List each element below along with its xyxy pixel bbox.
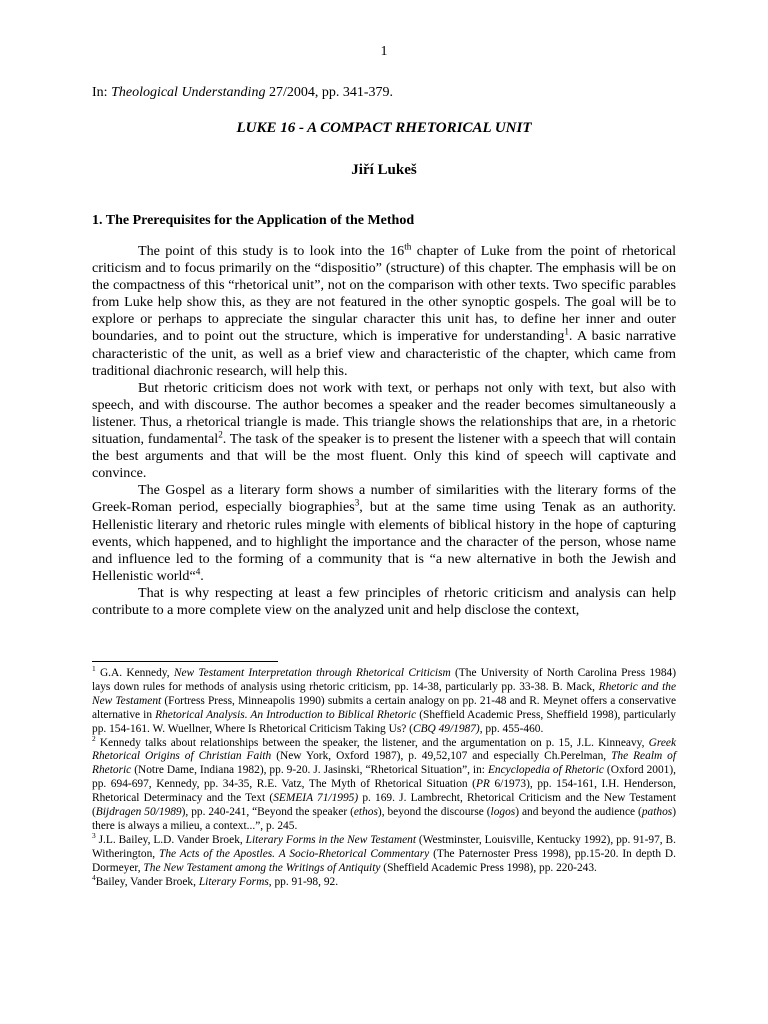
text-run: , but at the same time using Tenak as an authority. Hellenistic literary and rhetoric rules mingle with elements of biblical history in the hope of capturing events, which happened, and to highlight the importance and the character of the person, whose name and influence led to the forming of a community that is “a new alternative in both the Jewish and Hellenistic world“ (92, 499, 676, 584)
text-run: G.A. Kennedy, (95, 667, 174, 679)
text-run: chapter of Luke from the point of rhetorical criticism and to focus primarily on the “dispositio” (structure) of this chapter. The emphasis will be on the compactness of this “rhetorical unit”, not on the comparison with other texts. Two specific parables from Luke help show this, as they are not featured in the other synoptic gospels. The goal will be to explore or perhaps to appreciate the singular character this unit has, to define her inner and outer boundaries, and to point out the structure, which is imperative for understanding (92, 243, 676, 345)
text-run: 6/1973), pp. 154-161, I.H. Henderson, Rhetorical Determinacy and the Text ( (92, 778, 676, 805)
italic-title: Bijdragen 50/1989 (95, 806, 182, 819)
italic-title: Rhetorical Analysis. An Introduction to Biblical Rhetoric (155, 708, 417, 721)
italic-title: The Realm of Rhetoric (92, 750, 677, 777)
text-run: (Fortress Press, Minneapolis 1990) submits a certain analogy on pp. 21-48 and R. Meynet offers a conservative alternative in (92, 694, 676, 721)
text-run: , pp. 455-460. (479, 722, 544, 735)
footnote-ref: 4 (195, 566, 201, 577)
source-citation (92, 85, 393, 101)
text-run: ), beyond the discourse ( (377, 806, 491, 819)
paper-title: LUKE 16 - A COMPACT RHETORICAL UNIT (236, 120, 532, 136)
text-run: J.L. Bailey, L.D. Vander Broek, (95, 833, 246, 846)
text-run: The Gospel as a literary form shows a number of similarities with the literary forms of the Greek-Roman period, especially biographies (92, 482, 676, 516)
text-run: Kennedy talks about relationships between the speaker, the listener, and the argumentation on p. 15, J.L. Kinneavy, (95, 736, 649, 749)
italic-title: New Testament Interpretation through Rhetorical Criticism (173, 667, 451, 679)
footnote-number: 2 (92, 733, 96, 743)
footnote-number: 4 (92, 872, 96, 882)
text-run: ) and beyond the audience ( (515, 806, 642, 819)
footnote-number: 1 (92, 664, 96, 674)
footnote-separator (92, 661, 278, 662)
italic-title: The Acts of the Apostles. A Socio-Rhetorical Commentary (159, 847, 430, 860)
text-run: (Sheffield Academic Press, Sheffield 1998), particularly pp. 154-161. W. Wuellner, Where Is Rhetorical Criticism Taking Us? ( (92, 708, 676, 735)
text-run: . A basic narrative characteristic of the unit, as well as a brief view and characteristic of the chapter, which came from traditional diachronic research, will help this. (92, 328, 676, 379)
paragraph-4 (92, 585, 676, 619)
text-run: The point of this study is to look into the 16 (138, 243, 405, 259)
text-run: (Westminster, Louisville, Kentucky 1992), pp. 91-97, B. Witherington, (92, 833, 676, 860)
text-run: ), pp. 240-241, “Beyond the speaker ( (181, 806, 354, 819)
section-heading: 1. The Prerequisites for the Application of the Method (92, 213, 415, 228)
page-number: 1 (380, 44, 388, 59)
text-run: But rhetoric criticism does not work with text, or perhaps not only with text, but also with speech, and with discourse. The author becomes a speaker and the reader becomes simultaneously a listener. Thus, a rhetorical triangle is made. This triangle shows the relationships that are, in a rhetoric situation, fundamental (92, 379, 676, 448)
footnotes (92, 664, 677, 890)
italic-title: Literary Forms (198, 875, 269, 888)
text-run: p. 169. J. Lambrecht, Rhetorical Criticism and the New Testament ( (92, 792, 676, 819)
footnote-2 (92, 733, 677, 834)
paper-author: Jiří Lukeš (351, 162, 417, 178)
text-run: (Oxford 2001), pp. 694-697, Kennedy, pp. 34-35, R.E. Vatz, The Myth of Rhetorical Situation ( (92, 764, 677, 791)
text-run: That is why respecting at least a few principles of rhetoric criticism and analysis can help contribute to a more complete view on the analyzed unit and help disclose the context, (92, 584, 676, 618)
italic-term: pathos (641, 806, 673, 819)
source-suffix: 27/2004, pp. 341-379. (265, 85, 394, 100)
text-run: (The University of North Carolina Press 1984) lays down rules for methods of analysis using rhetoric criticism, pp. 14-38, particularly pp. 33-38. B. Mack, (92, 667, 677, 693)
text-run: (Notre Dame, Indiana 1982), pp. 9-20. J. Jasinski, “Rhetorical Situation”, in: (131, 764, 488, 777)
text-run: (The Paternoster Press 1998), pp.15-20. In depth D. Dormeyer, (92, 847, 676, 874)
footnote-3 (92, 831, 676, 876)
paragraph-3 (92, 482, 676, 585)
superscript: th (404, 241, 412, 252)
text-run: (Sheffield Academic Press 1998), pp. 220-243. (380, 861, 597, 874)
footnote-ref: 3 (354, 497, 360, 508)
italic-title: Greek Rhetorical Origins of Christian Faith (92, 736, 676, 763)
italic-term: ethos (353, 806, 378, 819)
paragraph-1 (92, 243, 676, 380)
text-run: . The task of the speaker is to present the listener with a speech that will contain the best arguments and that will be the most fluent. Only this kind of speech will captivate and convince. (92, 431, 676, 482)
italic-title: CBQ 49/1987) (412, 722, 480, 735)
italic-title: Rhetoric and the New Testament (92, 680, 676, 707)
italic-title: SEMEIA 71/1995) (273, 792, 359, 805)
source-prefix: In: (92, 85, 112, 100)
italic-title: PR (475, 778, 490, 791)
text-run: , pp. 91-98, 92. (268, 875, 339, 888)
italic-title: Literary Forms in the New Testament (245, 833, 417, 846)
italic-title: Encyclopedia of Rhetoric (487, 764, 604, 777)
italic-term: logos (490, 806, 516, 819)
text-run: Bailey, Vander Broek, (95, 875, 199, 888)
text-run: (New York, Oxford 1987), p. 49,52,107 and especially Ch.Perelman, (271, 750, 612, 763)
footnote-number: 3 (92, 831, 96, 841)
footnote-ref: 2 (218, 429, 223, 440)
italic-title: The New Testament among the Writings of Antiquity (143, 861, 381, 874)
text-run: ) there is always a milieu, a context...”, p. 245. (92, 806, 677, 832)
footnote-1 (92, 664, 677, 737)
body-text (92, 243, 676, 619)
source-journal: Theological Understanding (111, 85, 266, 100)
footnote-4 (92, 872, 676, 890)
footnote-ref: 1 (564, 326, 569, 337)
text-run: . (200, 567, 204, 584)
paragraph-2 (92, 380, 676, 483)
